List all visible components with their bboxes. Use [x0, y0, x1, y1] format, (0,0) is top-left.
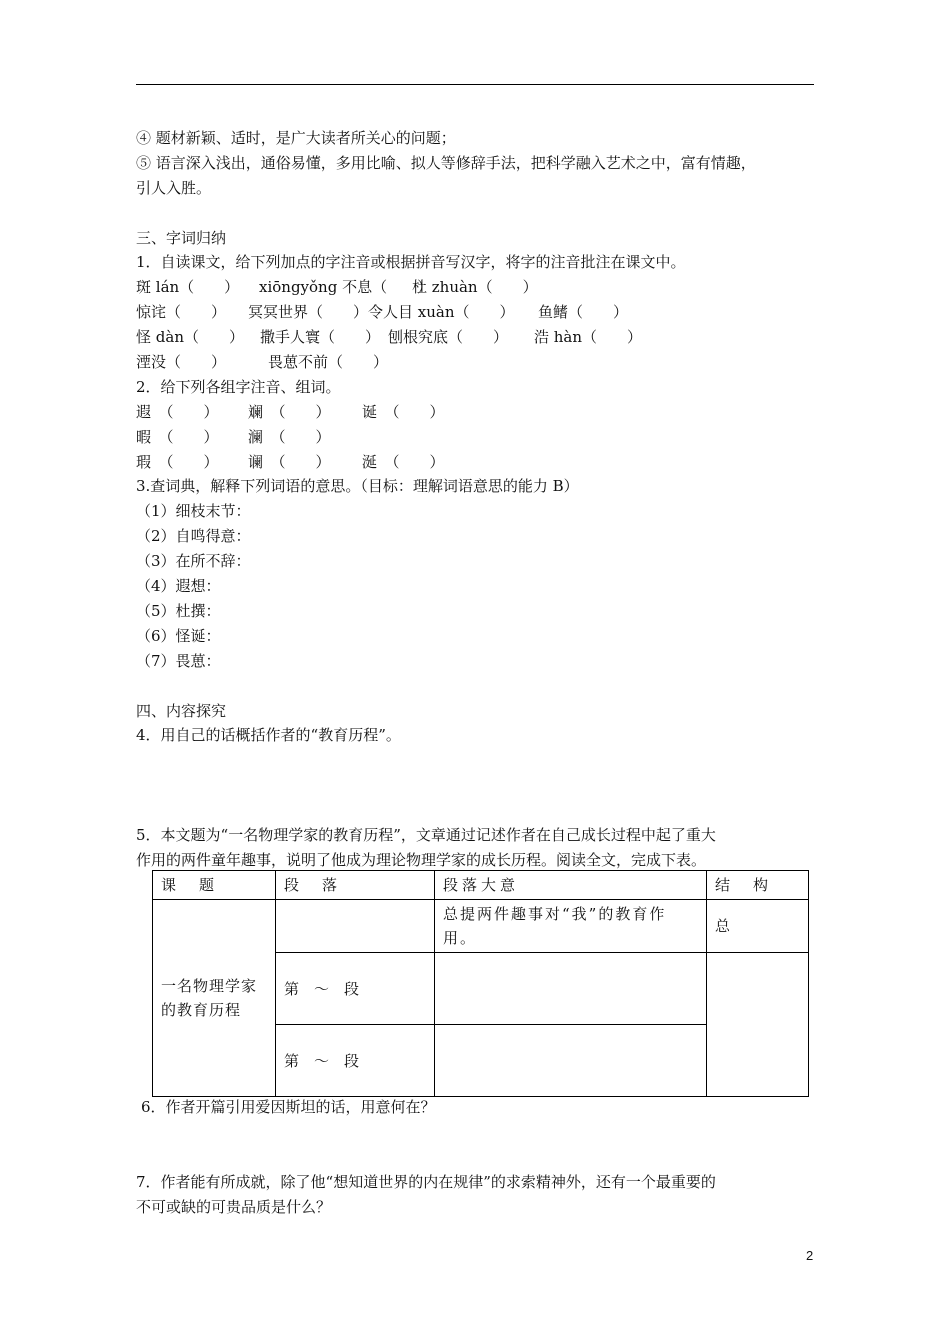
q3-item-2: （2）自鸣得意：: [136, 527, 251, 545]
header-rule: [136, 84, 814, 85]
q1-row-1: [136, 277, 538, 297]
q2-item: 谰 （ ）: [248, 453, 331, 471]
q2-row-2: [136, 427, 331, 447]
q1-item: 鱼鳍（ ）: [538, 303, 629, 321]
structure-cell: 总: [707, 900, 809, 953]
paragraph-cell: 第 ～ 段: [276, 953, 435, 1025]
section4-heading: 四、内容探究: [136, 702, 227, 720]
q1-item: 湮没（ ）: [136, 353, 227, 371]
q2-item: 遐 （ ）: [136, 403, 219, 421]
q3-item-6: （6）怪诞：: [136, 627, 221, 645]
q2-row-3: [136, 452, 445, 472]
header-title: 课 题: [153, 871, 276, 900]
q3-item-5: （5）杜撰：: [136, 602, 221, 620]
header-paragraph: 段 落: [276, 871, 435, 900]
intro-item-4: ④ 题材新颖、适时，是广大读者所关心的问题；: [136, 129, 456, 147]
q2-item: 澜 （ ）: [248, 428, 331, 446]
question-5-line2: 作用的两件童年趣事，说明了他成为理论物理学家的成长历程。阅读全文，完成下表。: [136, 851, 707, 869]
q1-row-2: [136, 302, 628, 322]
title-cell: 一名物理学家的教育历程: [153, 900, 276, 1097]
q1-item: 浩 hàn（ ）: [534, 328, 643, 346]
table-header-row: [153, 871, 809, 900]
question-7-line1: 7．作者能有所成就，除了他“想知道世界的内在规律”的求索精神外，还有一个最重要的: [136, 1173, 716, 1191]
question-6: 6．作者开篇引用爱因斯坦的话，用意何在？: [141, 1098, 436, 1116]
meaning-cell-empty[interactable]: [435, 953, 707, 1025]
structure-table: [152, 870, 809, 1097]
q1-item: 撒手人寰（ ）: [260, 328, 381, 346]
q1-row-4: [136, 352, 388, 372]
q3-item-3: （3）在所不辞：: [136, 552, 251, 570]
q1-item: 畏葸不前（ ）: [268, 353, 389, 371]
q1-item: 冥冥世界（ ）: [248, 303, 369, 321]
table-row: [153, 900, 809, 953]
q2-item: 诞 （ ）: [362, 403, 445, 421]
q1-item: 惊诧（ ）: [136, 303, 227, 321]
intro-item-5-line2: 引人入胜。: [136, 179, 212, 197]
q2-item: 涎 （ ）: [362, 453, 445, 471]
q3-item-1: （1）细枝末节：: [136, 502, 251, 520]
question-2: 2．给下列各组字注音、组词。: [136, 378, 341, 396]
paragraph-cell: 第 ～ 段: [276, 1025, 435, 1097]
q3-item-4: （4）遐想：: [136, 577, 221, 595]
q1-item: xiōngyǒng 不息（ ）: [259, 278, 433, 296]
q2-item: 斓 （ ）: [248, 403, 331, 421]
page-number: 2: [806, 1248, 814, 1263]
q1-item: 斑 lán（ ）: [136, 278, 240, 296]
question-1: 1．自读课文，给下列加点的字注音或根据拼音写汉字，将字的注音批注在课文中。: [136, 253, 686, 271]
question-3: 3.查词典，解释下列词语的意思。（目标：理解词语意思的能力 B）: [136, 477, 579, 495]
q1-item: 刨根究底（ ）: [388, 328, 509, 346]
q3-item-7: （7）畏葸：: [136, 652, 221, 670]
section3-heading: 三、字词归纳: [136, 229, 227, 247]
q1-item: 杜 zhuàn（ ）: [412, 278, 538, 296]
structure-cell-empty[interactable]: [707, 953, 809, 1097]
q2-row-1: [136, 402, 445, 422]
intro-item-5-line1: ⑤ 语言深入浅出，通俗易懂，多用比喻、拟人等修辞手法，把科学融入艺术之中，富有情趣，: [136, 154, 756, 172]
meaning-cell: 总提两件趣事对“我”的教育作用。: [435, 900, 707, 953]
paragraph-cell-empty[interactable]: [276, 900, 435, 953]
header-structure: 结 构: [707, 871, 809, 900]
question-7-line2: 不可或缺的可贵品质是什么？: [136, 1198, 332, 1216]
q1-row-3: [136, 327, 642, 347]
header-meaning: 段落大意: [435, 871, 707, 900]
q2-item: 暇 （ ）: [136, 428, 219, 446]
question-4: 4．用自己的话概括作者的“教育历程”。: [136, 726, 401, 744]
q1-item: 令人目 xuàn（ ）: [368, 303, 515, 321]
q2-item: 瑕 （ ）: [136, 453, 219, 471]
q1-item: 怪 dàn（ ）: [136, 328, 244, 346]
meaning-cell-empty[interactable]: [435, 1025, 707, 1097]
question-5-line1: 5．本文题为“一名物理学家的教育历程”，文章通过记述作者在自己成长过程中起了重大: [136, 826, 716, 844]
